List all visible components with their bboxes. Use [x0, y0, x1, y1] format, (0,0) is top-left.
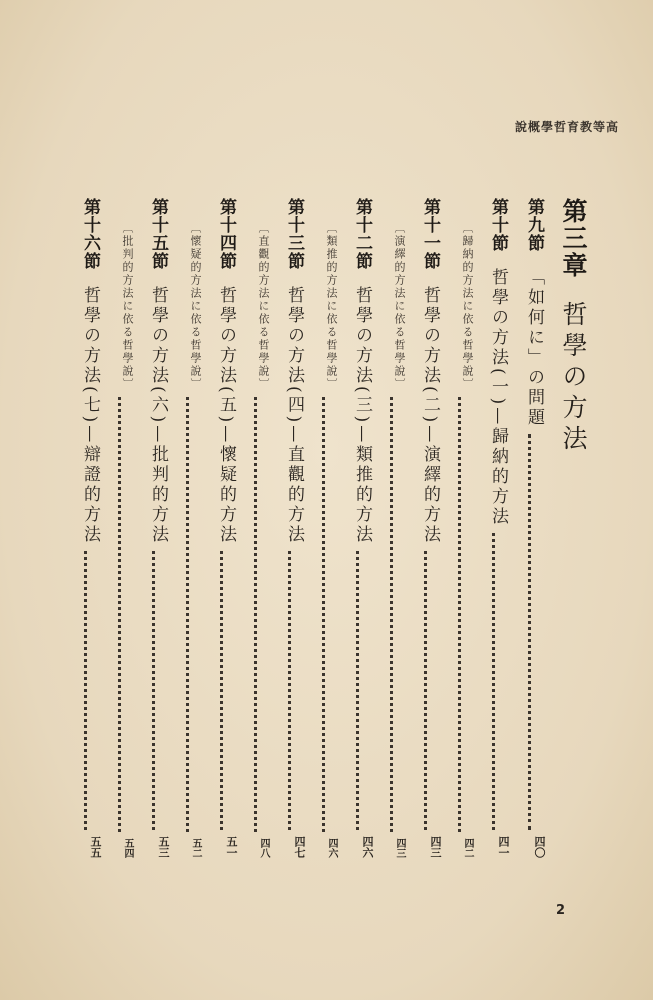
dot-leader: [220, 551, 223, 830]
section-title: 哲學の方法(一)—歸納的方法: [488, 268, 508, 528]
page-number: 五三: [157, 836, 170, 858]
page-number: 四一: [497, 836, 510, 858]
section-title: 哲學の方法(五)—懷疑的方法: [216, 286, 236, 546]
section-label: 第十四節: [216, 198, 236, 270]
page-number: 四〇: [533, 836, 546, 858]
toc-entry: [511, 198, 547, 858]
table-of-contents: [67, 198, 591, 858]
page-number: 四七: [293, 836, 306, 858]
dot-leader: [528, 434, 531, 830]
toc-entry: [475, 198, 511, 858]
dot-leader: [322, 397, 325, 832]
section-title: 哲學の方法(七)—辯證的方法: [80, 286, 100, 546]
dot-leader: [152, 551, 155, 830]
toc-entry: [407, 198, 443, 858]
section-label: 第十節: [488, 198, 508, 252]
toc-entry: [203, 198, 239, 858]
page-number: 五二: [190, 838, 201, 858]
chapter-title: 哲學の方法: [559, 301, 588, 456]
dot-leader: [492, 533, 495, 830]
toc-subentry: [239, 198, 271, 858]
toc-subentry: [443, 198, 475, 858]
page-number: 五五: [89, 836, 102, 858]
subentry-title: 〔批判的方法に依る哲學說〕: [121, 222, 134, 391]
toc-subentry: [103, 198, 135, 858]
dot-leader: [84, 551, 87, 830]
dot-leader: [254, 397, 257, 832]
page-number: 五一: [225, 836, 238, 858]
section-label: 第十三節: [284, 198, 304, 270]
chapter-heading: [547, 198, 591, 858]
dot-leader: [186, 397, 189, 832]
page-number: 四三: [394, 838, 405, 858]
section-title: 哲學の方法(二)—演繹的方法: [420, 286, 440, 546]
dot-leader: [458, 397, 461, 832]
section-label: 第十六節: [80, 198, 100, 270]
page-number: 四六: [326, 838, 337, 858]
section-label: 第十五節: [148, 198, 168, 270]
page-number: 四二: [462, 838, 473, 858]
dot-leader: [356, 551, 359, 830]
toc-entry: [67, 198, 103, 858]
section-label: 第十二節: [352, 198, 372, 270]
running-header: 高等教育哲學概說: [514, 120, 619, 134]
page-number: 五四: [122, 838, 133, 858]
section-title: 哲學の方法(三)—類推的方法: [352, 286, 372, 546]
section-title: 哲學の方法(四)—直觀的方法: [284, 286, 304, 546]
toc-subentry: [375, 198, 407, 858]
toc-entry: [339, 198, 375, 858]
subentry-title: 〔類推的方法に依る哲學說〕: [325, 222, 338, 391]
dot-leader: [390, 397, 393, 832]
page-number: 四三: [429, 836, 442, 858]
page-folio: 2: [556, 903, 566, 918]
toc-entry: [135, 198, 171, 858]
toc-entry: [271, 198, 307, 858]
section-label: 第九節: [524, 198, 544, 252]
section-title: 哲學の方法(六)—批判的方法: [148, 286, 168, 546]
dot-leader: [424, 551, 427, 830]
subentry-title: 〔直觀的方法に依る哲學說〕: [257, 222, 270, 391]
subentry-title: 〔歸納的方法に依る哲學說〕: [461, 222, 474, 391]
chapter-label: 第三章: [559, 198, 588, 279]
dot-leader: [288, 551, 291, 830]
page-number: 四八: [258, 838, 269, 858]
toc-subentry: [307, 198, 339, 858]
dot-leader: [118, 397, 121, 832]
subentry-title: 〔懷疑的方法に依る哲學說〕: [189, 222, 202, 391]
section-label: 第十一節: [420, 198, 440, 270]
section-title: 「如何に」の問題: [524, 268, 544, 428]
toc-subentry: [171, 198, 203, 858]
subentry-title: 〔演繹的方法に依る哲學說〕: [393, 222, 406, 391]
page-number: 四六: [361, 836, 374, 858]
